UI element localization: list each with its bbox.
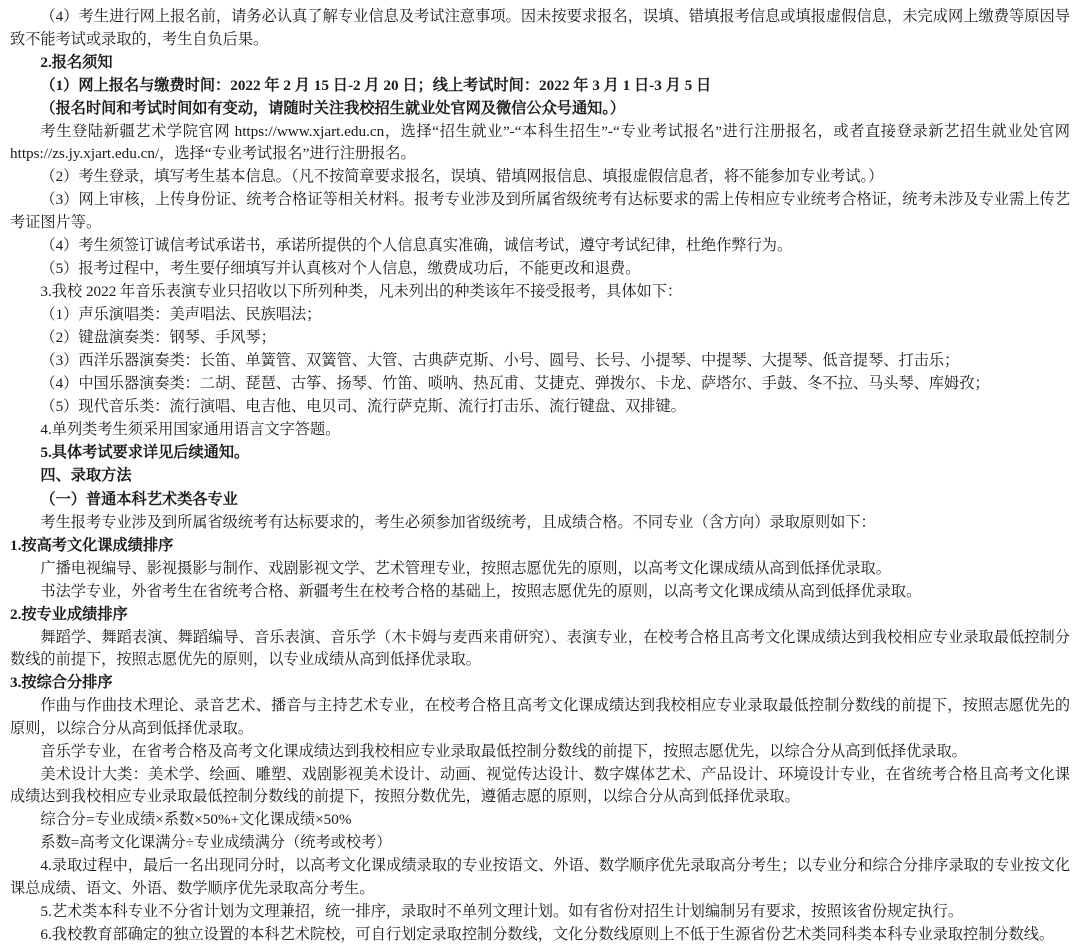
paragraph-heading: （报名时间和考试时间如有变动，请随时关注我校招生就业处官网及微信公众号通知。） <box>10 98 1070 121</box>
paragraph: （4）考生进行网上报名前，请务必认真了解专业信息及考试注意事项。因未按要求报名，误填、错填报考信息或填报虚假信息，未完成网上缴费等原因导致不能考试或录取的，考生自负后果。 <box>10 6 1070 51</box>
list-heading: 3.按综合分排序 <box>10 672 1070 695</box>
paragraph: 综合分=专业成绩×系数×50%+文化课成绩×50% <box>10 809 1070 832</box>
paragraph: （3）网上审核，上传身份证、统考合格证等相关材料。报考专业涉及到所属省级统考有达标要求的需上传相应专业统考合格证，统考未涉及专业需上传艺考证图片等。 <box>10 189 1070 234</box>
paragraph: 书法学专业，外省考生在省统考合格、新疆考生在校考合格的基础上，按照志愿优先的原则，以高考文化课成绩从高到低择优录取。 <box>10 581 1070 604</box>
subsection-heading: （一）普通本科艺术类各专业 <box>10 489 1070 512</box>
paragraph: 考生报考专业涉及到所属省级统考有达标要求的，考生必须参加省级统考，且成绩合格。不同专业（含方向）录取原则如下： <box>10 512 1070 535</box>
paragraph: 4.单列类考生须采用国家通用语言文字答题。 <box>10 419 1070 442</box>
paragraph: 作曲与作曲技术理论、录音艺术、播音与主持艺术专业，在校考合格且高考文化课成绩达到我校相应专业录取最低控制分数线的前提下，按照志愿优先的原则，以综合分从高到低择优录取。 <box>10 695 1070 740</box>
paragraph-heading: 2.报名须知 <box>10 52 1070 75</box>
paragraph: 美术设计大类：美术学、绘画、雕塑、戏剧影视美术设计、动画、视觉传达设计、数字媒体艺术、产品设计、环境设计专业，在省统考合格且高考文化课成绩达到我校相应专业录取最低控制分数线的前提下，按照分数优先，遵循志愿的原则，以综合分从高到低择优录取。 <box>10 764 1070 809</box>
paragraph: 6.我校教育部确定的独立设置的本科艺术院校，可自行划定录取控制分数线，文化分数线原则上不低于生源省份艺术类同科类本科专业录取控制分数线。 <box>10 924 1070 946</box>
paragraph: 考生登陆新疆艺术学院官网 https://www.xjart.edu.cn，选择“招生就业”-“本科生招生”-“专业考试报名”进行注册报名，或者直接登录新艺招生就业处官网 https://zs.jy.xjart.edu.cn/，选择“专业考试报名”进行注册报名。 <box>10 121 1070 166</box>
document-body <box>10 6 1070 946</box>
paragraph: （4）中国乐器演奏类：二胡、琵琶、古筝、扬琴、竹笛、唢呐、热瓦甫、艾捷克、弹拨尔、卡龙、萨塔尔、手鼓、冬不拉、马头琴、库姆孜； <box>10 373 1070 396</box>
paragraph: （4）考生须签订诚信考试承诺书，承诺所提供的个人信息真实准确，诚信考试，遵守考试纪律，杜绝作弊行为。 <box>10 235 1070 258</box>
paragraph: 4.录取过程中，最后一名出现同分时，以高考文化课成绩录取的专业按语文、外语、数学顺序优先录取高分考生；以专业分和综合分排序录取的专业按文化课总成绩、语文、外语、数学顺序优先录取高分考生。 <box>10 855 1070 900</box>
section-heading: 四、录取方法 <box>10 465 1070 488</box>
paragraph: （5）现代音乐类：流行演唱、电吉他、电贝司、流行萨克斯、流行打击乐、流行键盘、双排键。 <box>10 396 1070 419</box>
paragraph: （2）考生登录，填写考生基本信息。（凡不按简章要求报名，误填、错填网报信息、填报虚假信息者，将不能参加专业考试。） <box>10 166 1070 189</box>
paragraph-heading: 5.具体考试要求详见后续通知。 <box>10 442 1070 465</box>
paragraph: （1）声乐演唱类：美声唱法、民族唱法； <box>10 304 1070 327</box>
list-heading: 2.按专业成绩排序 <box>10 604 1070 627</box>
paragraph: 5.艺术类本科专业不分省计划为文理兼招，统一排序，录取时不单列文理计划。如有省份对招生计划编制另有要求，按照该省份规定执行。 <box>10 901 1070 924</box>
paragraph: 舞蹈学、舞蹈表演、舞蹈编导、音乐表演、音乐学（木卡姆与麦西来甫研究）、表演专业，在校考合格且高考文化课成绩达到我校相应专业录取最低控制分数线的前提下，按照志愿优先的原则，以专业成绩从高到低择优录取。 <box>10 627 1070 672</box>
paragraph: 系数=高考文化课满分÷专业成绩满分（统考或校考） <box>10 832 1070 855</box>
paragraph: （3）西洋乐器演奏类：长笛、单簧管、双簧管、大管、古典萨克斯、小号、圆号、长号、小提琴、中提琴、大提琴、低音提琴、打击乐； <box>10 350 1070 373</box>
list-heading: 1.按高考文化课成绩排序 <box>10 535 1070 558</box>
paragraph-heading: （1）网上报名与缴费时间：2022 年 2 月 15 日-2 月 20 日；线上考试时间：2022 年 3 月 1 日-3 月 5 日 <box>10 75 1070 98</box>
paragraph: 广播电视编导、影视摄影与制作、戏剧影视文学、艺术管理专业，按照志愿优先的原则，以高考文化课成绩从高到低择优录取。 <box>10 558 1070 581</box>
paragraph: （2）键盘演奏类：钢琴、手风琴； <box>10 327 1070 350</box>
paragraph: 音乐学专业，在省考合格及高考文化课成绩达到我校相应专业录取最低控制分数线的前提下，按照志愿优先，以综合分从高到低择优录取。 <box>10 741 1070 764</box>
paragraph: 3.我校 2022 年音乐表演专业只招收以下所列种类，凡未列出的种类该年不接受报考，具体如下： <box>10 281 1070 304</box>
paragraph: （5）报考过程中，考生要仔细填写并认真核对个人信息，缴费成功后，不能更改和退费。 <box>10 258 1070 281</box>
